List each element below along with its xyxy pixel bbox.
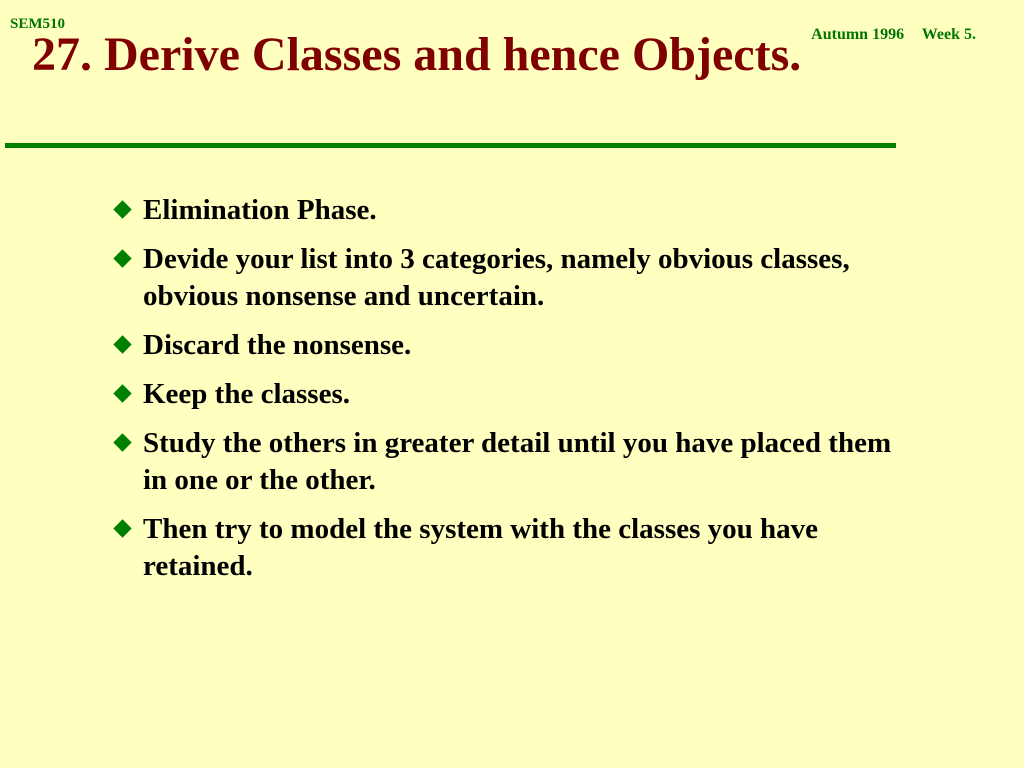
list-item: [112, 376, 892, 413]
list-item: [112, 511, 892, 585]
list-item: [112, 425, 892, 499]
slide-title: 27. Derive Classes and hence Objects.: [32, 28, 802, 81]
diamond-bullet-icon: [113, 335, 131, 353]
bullet-text: Elimination Phase.: [143, 194, 377, 226]
bullet-text: Then try to model the system with the classes you have retained.: [143, 513, 819, 582]
title-divider: [5, 143, 896, 148]
course-code: SEM510: [10, 16, 66, 32]
list-item: [112, 327, 892, 364]
bullet-text: Study the others in greater detail until you have placed them in one or the other.: [143, 427, 892, 496]
week-label: Week 5.: [921, 26, 976, 43]
list-item: [112, 192, 892, 229]
term-label: Autumn 1996: [811, 26, 905, 43]
diamond-bullet-icon: [113, 200, 131, 218]
diamond-bullet-icon: [113, 519, 131, 537]
list-item: [112, 241, 892, 315]
bullet-text: Discard the nonsense.: [143, 329, 412, 361]
bullet-text: Keep the classes.: [143, 378, 350, 410]
diamond-bullet-icon: [113, 384, 131, 402]
diamond-bullet-icon: [113, 249, 131, 267]
bullet-list: [112, 192, 892, 597]
bullet-text: Devide your list into 3 categories, namely obvious classes, obvious nonsense and uncertain.: [143, 243, 850, 312]
diamond-bullet-icon: [113, 433, 131, 451]
